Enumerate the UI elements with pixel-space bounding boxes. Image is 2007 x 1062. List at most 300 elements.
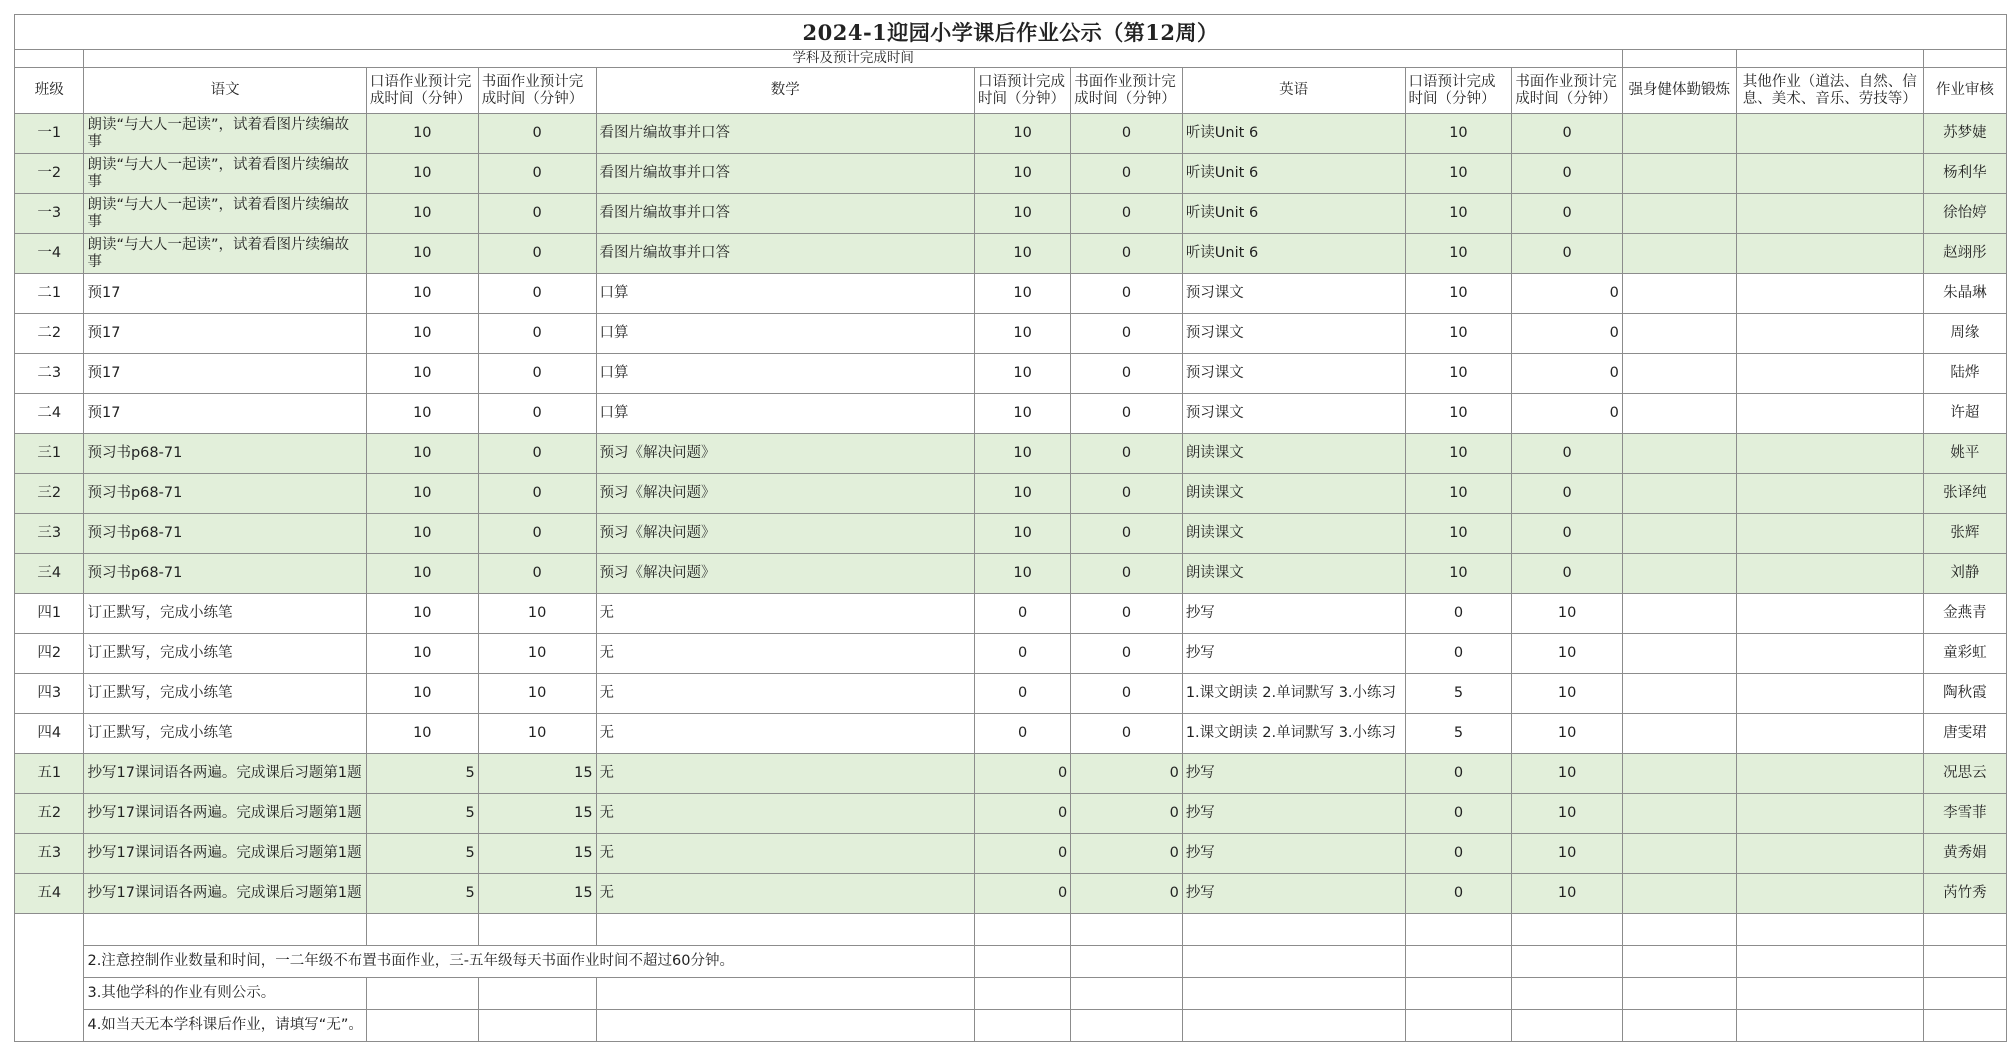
cell-blank[interactable] (975, 978, 1071, 1010)
cell-chinese-oral-time[interactable]: 10 (366, 594, 478, 634)
cell-math-oral-time[interactable]: 10 (975, 194, 1071, 234)
cell-english-oral-time[interactable]: 10 (1405, 154, 1512, 194)
cell-class[interactable]: 四3 (15, 674, 84, 714)
cell-blank[interactable] (478, 978, 596, 1010)
cell-math-oral-time[interactable]: 0 (975, 594, 1071, 634)
cell-fitness[interactable] (1622, 314, 1736, 354)
cell-math-written-time[interactable]: 0 (1071, 274, 1183, 314)
cell-other-homework[interactable] (1736, 114, 1923, 154)
cell-math-oral-time[interactable]: 10 (975, 554, 1071, 594)
cell-blank[interactable] (1736, 978, 1923, 1010)
cell-blank[interactable] (1071, 978, 1183, 1010)
cell-math-homework[interactable]: 无 (596, 714, 974, 754)
cell-blank[interactable] (596, 978, 974, 1010)
cell-reviewer[interactable]: 陆烨 (1923, 354, 2006, 394)
cell-other-homework[interactable] (1736, 874, 1923, 914)
cell-chinese-written-time[interactable]: 0 (478, 394, 596, 434)
cell-english-homework[interactable]: 抄写 (1182, 634, 1405, 674)
cell-math-written-time[interactable]: 0 (1071, 154, 1183, 194)
cell-blank[interactable] (1182, 914, 1405, 946)
cell-class[interactable]: 四4 (15, 714, 84, 754)
cell-english-oral-time[interactable]: 5 (1405, 714, 1512, 754)
header-chinese-oral-time[interactable]: 口语作业预计完成时间（分钟） (366, 68, 478, 114)
cell-blank[interactable] (1405, 946, 1512, 978)
cell-blank[interactable] (1622, 978, 1736, 1010)
cell-blank[interactable] (1923, 1010, 2006, 1042)
cell-fitness[interactable] (1622, 554, 1736, 594)
cell-math-oral-time[interactable]: 10 (975, 234, 1071, 274)
cell-chinese-homework[interactable]: 订正默写，完成小练笔 (84, 714, 366, 754)
cell-blank[interactable] (1405, 978, 1512, 1010)
cell-class[interactable]: 五2 (15, 794, 84, 834)
cell-blank[interactable] (1182, 946, 1405, 978)
cell-math-oral-time[interactable]: 10 (975, 474, 1071, 514)
cell-chinese-written-time[interactable]: 0 (478, 154, 596, 194)
cell-english-oral-time[interactable]: 10 (1405, 314, 1512, 354)
cell-math-written-time[interactable]: 0 (1071, 594, 1183, 634)
cell-math-homework[interactable]: 无 (596, 794, 974, 834)
cell-reviewer[interactable]: 黄秀娟 (1923, 834, 2006, 874)
cell-english-homework[interactable]: 听读Unit 6 (1182, 234, 1405, 274)
cell-blank[interactable] (1622, 1010, 1736, 1042)
cell-blank[interactable] (596, 914, 974, 946)
cell-math-written-time[interactable]: 0 (1071, 234, 1183, 274)
cell-english-oral-time[interactable]: 0 (1405, 634, 1512, 674)
cell-math-oral-time[interactable]: 10 (975, 434, 1071, 474)
cell-english-written-time[interactable]: 0 (1512, 394, 1623, 434)
cell-fitness[interactable] (1622, 754, 1736, 794)
cell-english-oral-time[interactable]: 10 (1405, 394, 1512, 434)
cell-chinese-written-time[interactable]: 0 (478, 354, 596, 394)
cell-other-homework[interactable] (1736, 674, 1923, 714)
cell-blank[interactable] (15, 50, 84, 68)
cell-english-oral-time[interactable]: 10 (1405, 554, 1512, 594)
cell-chinese-oral-time[interactable]: 10 (366, 674, 478, 714)
cell-blank[interactable] (1622, 50, 1736, 68)
cell-chinese-oral-time[interactable]: 10 (366, 154, 478, 194)
header-english-oral-time[interactable]: 口语预计完成时间（分钟） (1405, 68, 1512, 114)
cell-math-written-time[interactable]: 0 (1071, 874, 1183, 914)
cell-blank[interactable] (1182, 978, 1405, 1010)
cell-other-homework[interactable] (1736, 234, 1923, 274)
cell-class[interactable]: 三1 (15, 434, 84, 474)
header-english-written-time[interactable]: 书面作业预计完成时间（分钟） (1512, 68, 1623, 114)
cell-chinese-oral-time[interactable]: 5 (366, 754, 478, 794)
cell-english-oral-time[interactable]: 0 (1405, 834, 1512, 874)
cell-other-homework[interactable] (1736, 474, 1923, 514)
cell-math-oral-time[interactable]: 10 (975, 354, 1071, 394)
cell-chinese-homework[interactable]: 预习书p68-71 (84, 514, 366, 554)
cell-english-written-time[interactable]: 0 (1512, 274, 1623, 314)
cell-math-homework[interactable]: 无 (596, 874, 974, 914)
header-math[interactable]: 数学 (596, 68, 974, 114)
cell-fitness[interactable] (1622, 834, 1736, 874)
cell-chinese-oral-time[interactable]: 10 (366, 554, 478, 594)
cell-reviewer[interactable]: 朱晶琳 (1923, 274, 2006, 314)
cell-class[interactable]: 三4 (15, 554, 84, 594)
cell-blank[interactable] (1512, 1010, 1623, 1042)
cell-math-written-time[interactable]: 0 (1071, 834, 1183, 874)
cell-math-oral-time[interactable]: 0 (975, 834, 1071, 874)
cell-english-oral-time[interactable]: 0 (1405, 874, 1512, 914)
header-math-written-time[interactable]: 书面作业预计完成时间（分钟） (1071, 68, 1183, 114)
cell-math-homework[interactable]: 口算 (596, 314, 974, 354)
cell-math-homework[interactable]: 无 (596, 754, 974, 794)
cell-math-written-time[interactable]: 0 (1071, 114, 1183, 154)
cell-blank[interactable] (1923, 978, 2006, 1010)
cell-reviewer[interactable]: 徐怡婷 (1923, 194, 2006, 234)
header-english[interactable]: 英语 (1182, 68, 1405, 114)
cell-chinese-homework[interactable]: 抄写17课词语各两遍。完成课后习题第1题 (84, 834, 366, 874)
cell-fitness[interactable] (1622, 114, 1736, 154)
cell-fitness[interactable] (1622, 434, 1736, 474)
cell-math-homework[interactable]: 看图片编故事并口答 (596, 154, 974, 194)
cell-math-written-time[interactable]: 0 (1071, 714, 1183, 754)
cell-chinese-homework[interactable]: 预17 (84, 354, 366, 394)
cell-english-written-time[interactable]: 10 (1512, 834, 1623, 874)
cell-english-homework[interactable]: 抄写 (1182, 874, 1405, 914)
cell-math-homework[interactable]: 预习《解决问题》 (596, 434, 974, 474)
cell-chinese-oral-time[interactable]: 10 (366, 434, 478, 474)
cell-other-homework[interactable] (1736, 554, 1923, 594)
cell-chinese-oral-time[interactable]: 10 (366, 274, 478, 314)
cell-class[interactable]: 三3 (15, 514, 84, 554)
cell-math-written-time[interactable]: 0 (1071, 314, 1183, 354)
cell-math-homework[interactable]: 口算 (596, 354, 974, 394)
sheet-title[interactable]: 2024-1迎园小学课后作业公示（第12周） (15, 15, 2007, 50)
cell-fitness[interactable] (1622, 234, 1736, 274)
cell-english-written-time[interactable]: 10 (1512, 794, 1623, 834)
note-line-4[interactable]: 4.如当天无本学科课后作业，请填写“无”。 (84, 1010, 366, 1042)
cell-math-homework[interactable]: 口算 (596, 394, 974, 434)
cell-blank[interactable] (366, 1010, 478, 1042)
cell-blank[interactable] (1923, 914, 2006, 946)
cell-chinese-homework[interactable]: 预习书p68-71 (84, 474, 366, 514)
cell-fitness[interactable] (1622, 874, 1736, 914)
cell-blank[interactable] (1736, 946, 1923, 978)
cell-reviewer[interactable]: 许超 (1923, 394, 2006, 434)
cell-chinese-written-time[interactable]: 0 (478, 474, 596, 514)
cell-blank[interactable] (1622, 946, 1736, 978)
cell-blank[interactable] (975, 1010, 1071, 1042)
cell-blank[interactable] (1736, 914, 1923, 946)
cell-reviewer[interactable]: 童彩虹 (1923, 634, 2006, 674)
cell-chinese-homework[interactable]: 预习书p68-71 (84, 554, 366, 594)
cell-english-oral-time[interactable]: 0 (1405, 794, 1512, 834)
cell-blank[interactable] (478, 1010, 596, 1042)
cell-english-written-time[interactable]: 0 (1512, 514, 1623, 554)
cell-english-written-time[interactable]: 0 (1512, 154, 1623, 194)
cell-class[interactable]: 五1 (15, 754, 84, 794)
cell-math-written-time[interactable]: 0 (1071, 194, 1183, 234)
cell-chinese-oral-time[interactable]: 10 (366, 314, 478, 354)
cell-reviewer[interactable]: 张译纯 (1923, 474, 2006, 514)
cell-math-oral-time[interactable]: 0 (975, 714, 1071, 754)
cell-chinese-homework[interactable]: 朗读“与大人一起读”，试着看图片续编故事 (84, 114, 366, 154)
cell-chinese-written-time[interactable]: 10 (478, 714, 596, 754)
cell-chinese-written-time[interactable]: 0 (478, 434, 596, 474)
cell-math-written-time[interactable]: 0 (1071, 474, 1183, 514)
cell-blank[interactable] (1182, 1010, 1405, 1042)
cell-chinese-homework[interactable]: 预17 (84, 274, 366, 314)
cell-chinese-written-time[interactable]: 15 (478, 794, 596, 834)
cell-english-written-time[interactable]: 10 (1512, 714, 1623, 754)
cell-math-written-time[interactable]: 0 (1071, 634, 1183, 674)
cell-english-written-time[interactable]: 0 (1512, 554, 1623, 594)
cell-other-homework[interactable] (1736, 754, 1923, 794)
cell-chinese-written-time[interactable]: 0 (478, 114, 596, 154)
cell-other-homework[interactable] (1736, 634, 1923, 674)
cell-blank[interactable] (84, 914, 366, 946)
cell-english-oral-time[interactable]: 0 (1405, 594, 1512, 634)
header-reviewer[interactable]: 作业审核 (1923, 68, 2006, 114)
cell-english-homework[interactable]: 抄写 (1182, 594, 1405, 634)
cell-chinese-oral-time[interactable]: 5 (366, 874, 478, 914)
cell-other-homework[interactable] (1736, 274, 1923, 314)
cell-blank[interactable] (1405, 914, 1512, 946)
cell-blank[interactable] (975, 914, 1071, 946)
cell-english-oral-time[interactable]: 10 (1405, 194, 1512, 234)
cell-math-oral-time[interactable]: 10 (975, 114, 1071, 154)
cell-english-oral-time[interactable]: 10 (1405, 234, 1512, 274)
header-fitness[interactable]: 强身健体勤锻炼 (1622, 68, 1736, 114)
cell-class[interactable]: 二3 (15, 354, 84, 394)
cell-math-homework[interactable]: 口算 (596, 274, 974, 314)
cell-math-oral-time[interactable]: 10 (975, 514, 1071, 554)
cell-math-oral-time[interactable]: 10 (975, 394, 1071, 434)
cell-chinese-written-time[interactable]: 0 (478, 274, 596, 314)
cell-blank[interactable] (1512, 914, 1623, 946)
cell-chinese-oral-time[interactable]: 10 (366, 194, 478, 234)
cell-reviewer[interactable]: 李雪菲 (1923, 794, 2006, 834)
cell-english-homework[interactable]: 朗读课文 (1182, 474, 1405, 514)
cell-chinese-homework[interactable]: 抄写17课词语各两遍。完成课后习题第1题 (84, 874, 366, 914)
cell-fitness[interactable] (1622, 394, 1736, 434)
cell-english-homework[interactable]: 预习课文 (1182, 394, 1405, 434)
cell-math-homework[interactable]: 看图片编故事并口答 (596, 114, 974, 154)
cell-math-oral-time[interactable]: 0 (975, 634, 1071, 674)
cell-chinese-written-time[interactable]: 0 (478, 314, 596, 354)
cell-fitness[interactable] (1622, 794, 1736, 834)
cell-fitness[interactable] (1622, 194, 1736, 234)
cell-chinese-written-time[interactable]: 10 (478, 594, 596, 634)
cell-chinese-written-time[interactable]: 15 (478, 874, 596, 914)
cell-blank[interactable] (1736, 50, 1923, 68)
cell-english-oral-time[interactable]: 10 (1405, 354, 1512, 394)
cell-other-homework[interactable] (1736, 834, 1923, 874)
cell-math-oral-time[interactable]: 0 (975, 674, 1071, 714)
cell-math-homework[interactable]: 预习《解决问题》 (596, 554, 974, 594)
note-line-3[interactable]: 3.其他学科的作业有则公示。 (84, 978, 366, 1010)
cell-math-written-time[interactable]: 0 (1071, 754, 1183, 794)
cell-class[interactable]: 四1 (15, 594, 84, 634)
cell-english-homework[interactable]: 预习课文 (1182, 354, 1405, 394)
cell-class[interactable]: 二4 (15, 394, 84, 434)
cell-math-written-time[interactable]: 0 (1071, 554, 1183, 594)
cell-other-homework[interactable] (1736, 714, 1923, 754)
cell-class[interactable]: 五4 (15, 874, 84, 914)
cell-english-written-time[interactable]: 10 (1512, 634, 1623, 674)
cell-other-homework[interactable] (1736, 154, 1923, 194)
cell-english-oral-time[interactable]: 10 (1405, 114, 1512, 154)
cell-chinese-homework[interactable]: 订正默写，完成小练笔 (84, 594, 366, 634)
cell-other-homework[interactable] (1736, 594, 1923, 634)
cell-chinese-written-time[interactable]: 0 (478, 554, 596, 594)
cell-chinese-written-time[interactable]: 15 (478, 834, 596, 874)
cell-english-homework[interactable]: 听读Unit 6 (1182, 194, 1405, 234)
cell-blank[interactable] (975, 946, 1071, 978)
cell-chinese-written-time[interactable]: 15 (478, 754, 596, 794)
cell-blank[interactable] (1405, 1010, 1512, 1042)
cell-chinese-homework[interactable]: 预17 (84, 394, 366, 434)
cell-fitness[interactable] (1622, 154, 1736, 194)
cell-other-homework[interactable] (1736, 354, 1923, 394)
cell-blank[interactable] (1512, 946, 1623, 978)
cell-blank[interactable] (478, 914, 596, 946)
cell-blank[interactable] (1736, 1010, 1923, 1042)
cell-english-homework[interactable]: 听读Unit 6 (1182, 114, 1405, 154)
cell-chinese-homework[interactable]: 订正默写，完成小练笔 (84, 634, 366, 674)
cell-fitness[interactable] (1622, 354, 1736, 394)
cell-blank[interactable] (1071, 1010, 1183, 1042)
cell-class[interactable]: 一2 (15, 154, 84, 194)
notes-side-cell[interactable] (15, 914, 84, 1042)
cell-math-oral-time[interactable]: 0 (975, 794, 1071, 834)
cell-reviewer[interactable]: 苏梦婕 (1923, 114, 2006, 154)
cell-fitness[interactable] (1622, 514, 1736, 554)
cell-reviewer[interactable]: 刘静 (1923, 554, 2006, 594)
cell-class[interactable]: 五3 (15, 834, 84, 874)
cell-english-written-time[interactable]: 0 (1512, 234, 1623, 274)
cell-blank[interactable] (596, 1010, 974, 1042)
cell-english-oral-time[interactable]: 10 (1405, 514, 1512, 554)
cell-math-homework[interactable]: 看图片编故事并口答 (596, 194, 974, 234)
cell-blank[interactable] (366, 914, 478, 946)
cell-reviewer[interactable]: 唐雯珺 (1923, 714, 2006, 754)
cell-chinese-oral-time[interactable]: 10 (366, 714, 478, 754)
cell-english-homework[interactable]: 听读Unit 6 (1182, 154, 1405, 194)
cell-class[interactable]: 一1 (15, 114, 84, 154)
cell-other-homework[interactable] (1736, 194, 1923, 234)
cell-math-homework[interactable]: 预习《解决问题》 (596, 514, 974, 554)
cell-math-written-time[interactable]: 0 (1071, 394, 1183, 434)
cell-chinese-written-time[interactable]: 10 (478, 674, 596, 714)
cell-fitness[interactable] (1622, 274, 1736, 314)
cell-reviewer[interactable]: 姚平 (1923, 434, 2006, 474)
cell-other-homework[interactable] (1736, 434, 1923, 474)
cell-english-written-time[interactable]: 10 (1512, 594, 1623, 634)
cell-blank[interactable] (1071, 946, 1183, 978)
cell-english-written-time[interactable]: 0 (1512, 114, 1623, 154)
cell-chinese-oral-time[interactable]: 10 (366, 234, 478, 274)
cell-chinese-oral-time[interactable]: 5 (366, 834, 478, 874)
cell-math-written-time[interactable]: 0 (1071, 514, 1183, 554)
cell-english-written-time[interactable]: 10 (1512, 674, 1623, 714)
cell-chinese-written-time[interactable]: 10 (478, 634, 596, 674)
cell-class[interactable]: 二2 (15, 314, 84, 354)
note-line-2[interactable]: 2.注意控制作业数量和时间，一二年级不布置书面作业，三-五年级每天书面作业时间不超过60分钟。 (84, 946, 975, 978)
cell-chinese-written-time[interactable]: 0 (478, 194, 596, 234)
cell-math-homework[interactable]: 无 (596, 594, 974, 634)
cell-math-written-time[interactable]: 0 (1071, 434, 1183, 474)
header-other-homework[interactable]: 其他作业（道法、自然、信息、美术、音乐、劳技等） (1736, 68, 1923, 114)
cell-english-written-time[interactable]: 0 (1512, 434, 1623, 474)
cell-math-oral-time[interactable]: 0 (975, 754, 1071, 794)
cell-math-written-time[interactable]: 0 (1071, 354, 1183, 394)
cell-math-written-time[interactable]: 0 (1071, 674, 1183, 714)
cell-reviewer[interactable]: 张辉 (1923, 514, 2006, 554)
cell-english-oral-time[interactable]: 0 (1405, 754, 1512, 794)
cell-class[interactable]: 二1 (15, 274, 84, 314)
cell-english-written-time[interactable]: 0 (1512, 194, 1623, 234)
cell-english-homework[interactable]: 朗读课文 (1182, 554, 1405, 594)
cell-english-homework[interactable]: 1.课文朗读 2.单词默写 3.小练习 (1182, 674, 1405, 714)
cell-math-written-time[interactable]: 0 (1071, 794, 1183, 834)
cell-fitness[interactable] (1622, 634, 1736, 674)
header-chinese[interactable]: 语文 (84, 68, 366, 114)
cell-reviewer[interactable]: 芮竹秀 (1923, 874, 2006, 914)
cell-reviewer[interactable]: 况思云 (1923, 754, 2006, 794)
cell-english-homework[interactable]: 1.课文朗读 2.单词默写 3.小练习 (1182, 714, 1405, 754)
cell-math-oral-time[interactable]: 0 (975, 874, 1071, 914)
cell-fitness[interactable] (1622, 714, 1736, 754)
cell-blank[interactable] (1923, 50, 2006, 68)
cell-chinese-homework[interactable]: 订正默写，完成小练笔 (84, 674, 366, 714)
cell-english-written-time[interactable]: 0 (1512, 474, 1623, 514)
cell-english-written-time[interactable]: 10 (1512, 754, 1623, 794)
cell-chinese-oral-time[interactable]: 10 (366, 354, 478, 394)
header-class[interactable]: 班级 (15, 68, 84, 114)
cell-blank[interactable] (1071, 914, 1183, 946)
cell-chinese-homework[interactable]: 朗读“与大人一起读”，试着看图片续编故事 (84, 234, 366, 274)
cell-math-homework[interactable]: 预习《解决问题》 (596, 474, 974, 514)
cell-math-homework[interactable]: 看图片编故事并口答 (596, 234, 974, 274)
cell-english-written-time[interactable]: 0 (1512, 314, 1623, 354)
cell-chinese-homework[interactable]: 朗读“与大人一起读”，试着看图片续编故事 (84, 154, 366, 194)
header-math-oral-time[interactable]: 口语预计完成时间（分钟） (975, 68, 1071, 114)
cell-math-oral-time[interactable]: 10 (975, 154, 1071, 194)
cell-math-oral-time[interactable]: 10 (975, 274, 1071, 314)
header-chinese-written-time[interactable]: 书面作业预计完成时间（分钟） (478, 68, 596, 114)
cell-chinese-oral-time[interactable]: 10 (366, 634, 478, 674)
cell-class[interactable]: 一4 (15, 234, 84, 274)
cell-chinese-homework[interactable]: 朗读“与大人一起读”，试着看图片续编故事 (84, 194, 366, 234)
subtitle-cell[interactable]: 学科及预计完成时间 (84, 50, 1622, 68)
cell-math-homework[interactable]: 无 (596, 834, 974, 874)
cell-math-homework[interactable]: 无 (596, 674, 974, 714)
cell-english-oral-time[interactable]: 10 (1405, 434, 1512, 474)
cell-reviewer[interactable]: 金燕青 (1923, 594, 2006, 634)
cell-reviewer[interactable]: 周缘 (1923, 314, 2006, 354)
cell-class[interactable]: 四2 (15, 634, 84, 674)
cell-blank[interactable] (366, 978, 478, 1010)
cell-blank[interactable] (1923, 946, 2006, 978)
cell-chinese-written-time[interactable]: 0 (478, 514, 596, 554)
cell-fitness[interactable] (1622, 674, 1736, 714)
cell-class[interactable]: 三2 (15, 474, 84, 514)
cell-english-oral-time[interactable]: 10 (1405, 474, 1512, 514)
cell-english-homework[interactable]: 朗读课文 (1182, 514, 1405, 554)
cell-chinese-homework[interactable]: 预17 (84, 314, 366, 354)
cell-other-homework[interactable] (1736, 794, 1923, 834)
cell-fitness[interactable] (1622, 594, 1736, 634)
cell-english-homework[interactable]: 抄写 (1182, 834, 1405, 874)
cell-chinese-homework[interactable]: 抄写17课词语各两遍。完成课后习题第1题 (84, 794, 366, 834)
cell-english-homework[interactable]: 预习课文 (1182, 274, 1405, 314)
cell-english-homework[interactable]: 抄写 (1182, 794, 1405, 834)
cell-english-written-time[interactable]: 0 (1512, 354, 1623, 394)
cell-blank[interactable] (1512, 978, 1623, 1010)
